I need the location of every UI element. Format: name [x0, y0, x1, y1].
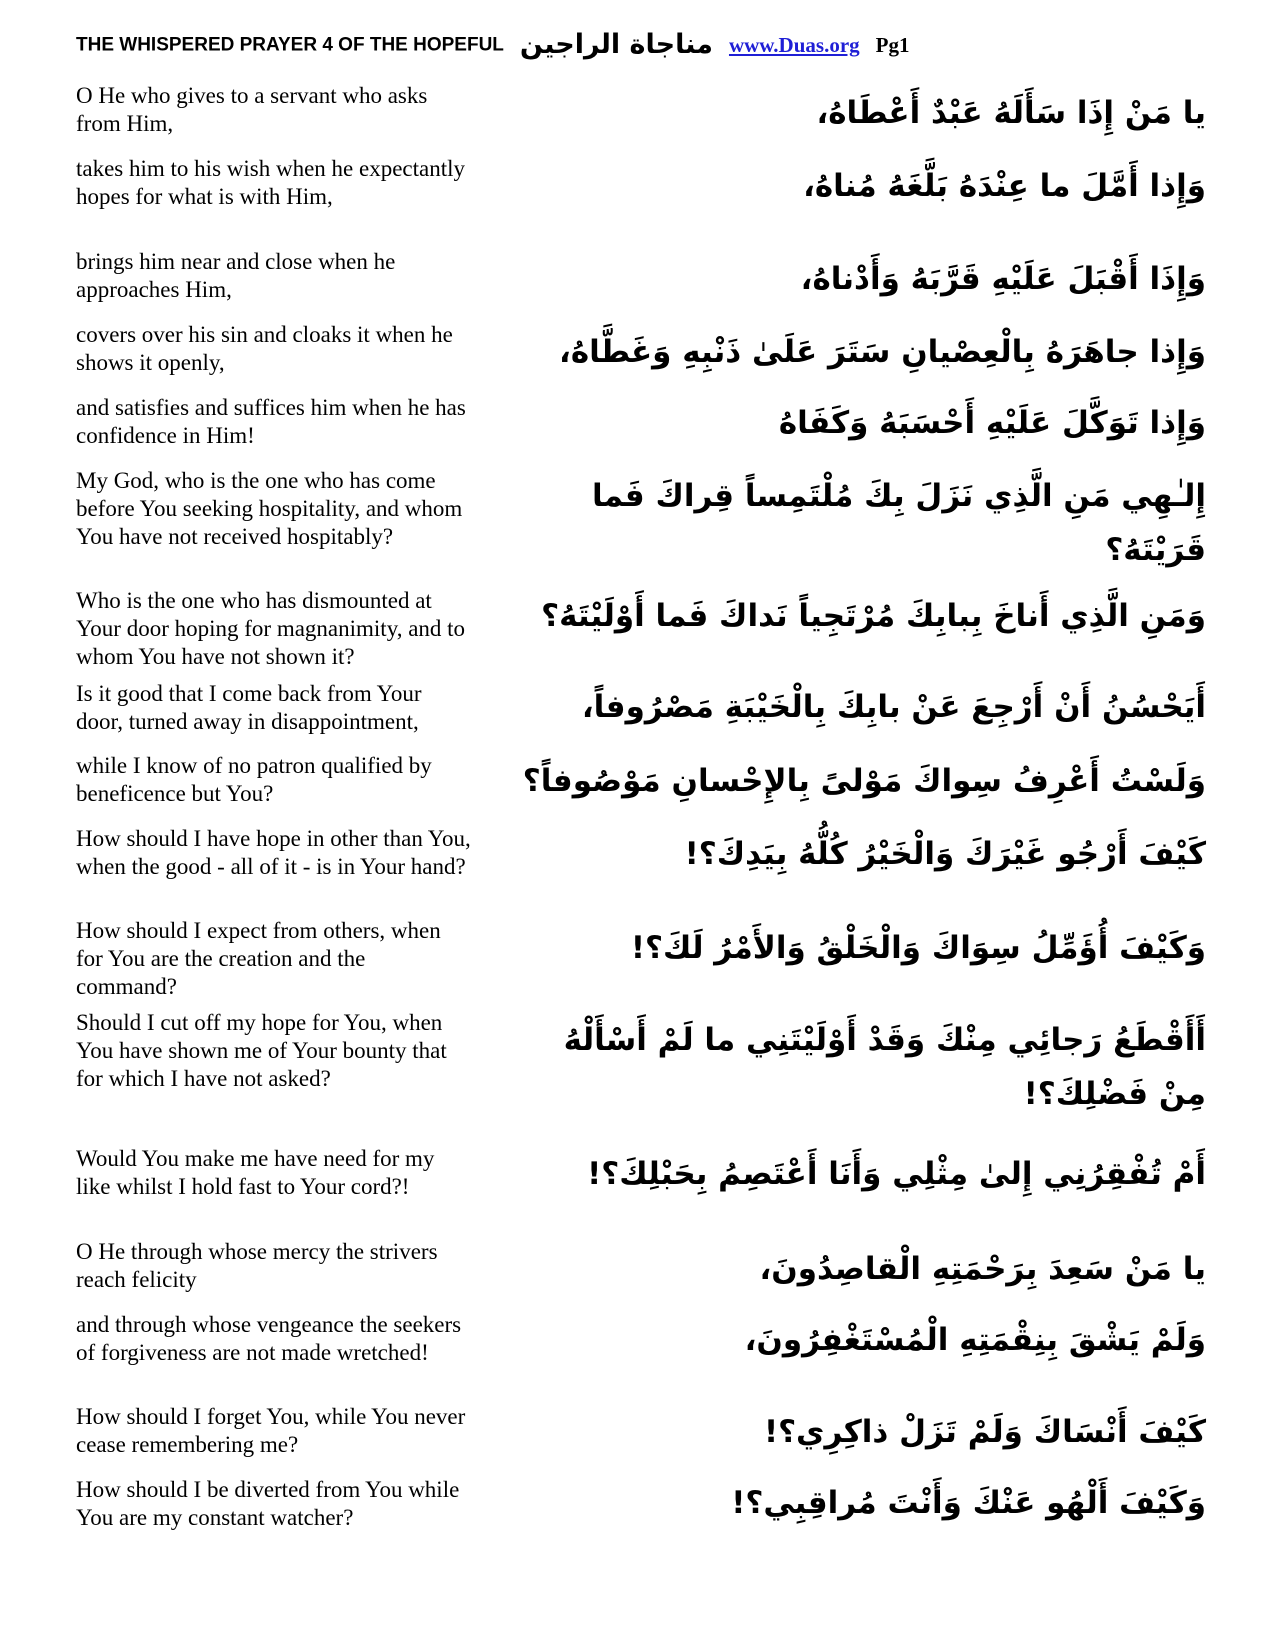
verse-english: My God, who is the one who has come before You seeking hospitality, and whom You have not received hospitably? [76, 468, 463, 549]
verse-english: while I know of no patron qualified by beneficence but You? [76, 753, 432, 806]
verse-english: brings him near and close when he approaches Him, [76, 249, 396, 302]
verse-arabic: وَكَيْفَ أَلْهُو عَنْكَ وَأَنْتَ مُراقِبِي؟! [731, 1485, 1206, 1521]
verse-arabic: يا مَنْ سَعِدَ بِرَحْمَتِهِ الْقاصِدُونَ، [759, 1251, 1206, 1287]
verse-arabic: أَيَحْسُنُ أَنْ أَرْجِعَ عَنْ بابِكَ بِالْخَيْبَةِ مَصْرُوفاً، [581, 689, 1206, 725]
verse-english: and through whose vengeance the seekers of forgiveness are not made wretched! [76, 1312, 462, 1365]
verse-english: How should I be diverted from You while You are my constant watcher? [76, 1477, 460, 1530]
verse-arabic: وَلَمْ يَشْقَ بِنِقْمَتِهِ الْمُسْتَغْفِرُونَ، [744, 1322, 1206, 1358]
verse-english: Would You make me have need for my like whilst I hold fast to Your cord?! [76, 1146, 435, 1199]
verse-arabic: كَيْفَ أَنْسَاكَ وَلَمْ تَزَلْ ذاكِرِي؟! [763, 1414, 1206, 1450]
verse-english: Should I cut off my hope for You, when You have shown me of Your bounty that for which I have not asked? [76, 1010, 447, 1091]
verse-arabic: وَكَيْفَ أُؤَمِّلُ سِوَاكَ وَالْخَلْقُ وَالأَمْرُ لَكَ؟! [630, 930, 1206, 966]
page-number: Pg1 [875, 33, 910, 58]
verse-english: and satisfies and suffices him when he has confidence in Him! [76, 395, 466, 448]
verse-arabic: وَمَنِ الَّذِي أَناخَ بِبابِكَ مُرْتَجِياً نَداكَ فَما أَوْلَيْتَهُ؟ [541, 598, 1206, 634]
verse-english: O He through whose mercy the strivers reach felicity [76, 1239, 438, 1292]
title-arabic: مناجاة الراجين [519, 29, 713, 61]
site-link[interactable]: www.Duas.org [728, 33, 860, 58]
verse-english: takes him to his wish when he expectantly hopes for what is with Him, [76, 156, 466, 209]
verse-english: Who is the one who has dismounted at Your door hoping for magnanimity, and to whom You have not shown it? [76, 588, 466, 669]
page-header [76, 30, 1206, 66]
verse-arabic: وَإِذا أَمَّلَ ما عِنْدَهُ بَلَّغَهُ مُناهُ، [803, 168, 1206, 204]
verse-english: How should I have hope in other than You, when the good - all of it - is in Your hand? [76, 826, 471, 879]
verse-arabic: يا مَنْ إِذَا سَأَلَهُ عَبْدٌ أَعْطَاهُ، [816, 95, 1206, 131]
verse-arabic: أَأَقْطَعُ رَجائِي مِنْكَ وَقَدْ أَوْلَيْتَنِي ما لَمْ أَسْأَلْهُ مِنْ فَضْلِكَ؟! [563, 1022, 1206, 1112]
verse-arabic: أَمْ تُفْقِرُنِي إِلىٰ مِثْلِي وَأَنَا أَعْتَصِمُ بِحَبْلِكَ؟! [587, 1156, 1206, 1192]
verse-arabic: وَإِذَا أَقْبَلَ عَلَيْهِ قَرَّبَهُ وَأَدْناهُ، [800, 261, 1206, 297]
verse-english: covers over his sin and cloaks it when he shows it openly, [76, 322, 453, 375]
verse-english: How should I forget You, while You never cease remembering me? [76, 1404, 466, 1457]
verse-arabic: كَيْفَ أَرْجُو غَيْرَكَ وَالْخَيْرُ كُلُّهُ بِيَدِكَ؟! [684, 836, 1206, 872]
verse-arabic: إِلـٰهِي مَنِ الَّذِي نَزَلَ بِكَ مُلْتَمِساً قِراكَ فَما قَرَيْتَهُ؟ [591, 478, 1206, 568]
verse-english: Is it good that I come back from Your door, turned away in disappointment, [76, 681, 422, 734]
verse-english: O He who gives to a servant who asks from Him, [76, 83, 428, 136]
verse-arabic: وَلَسْتُ أَعْرِفُ سِواكَ مَوْلىً بِالإِحْسانِ مَوْصُوفاً؟ [522, 763, 1206, 799]
verse-english: How should I expect from others, when for You are the creation and the command? [76, 918, 441, 999]
verse-arabic: وَإِذا تَوَكَّلَ عَلَيْهِ أَحْسَبَهُ وَكَفَاهُ [778, 405, 1206, 441]
verse-arabic: وَإِذا جاهَرَهُ بِالْعِصْيانِ سَتَرَ عَلَىٰ ذَنْبِهِ وَغَطَّاهُ، [559, 334, 1206, 370]
title-english: THE WHISPERED PRAYER 4 OF THE HOPEFUL [76, 34, 504, 56]
